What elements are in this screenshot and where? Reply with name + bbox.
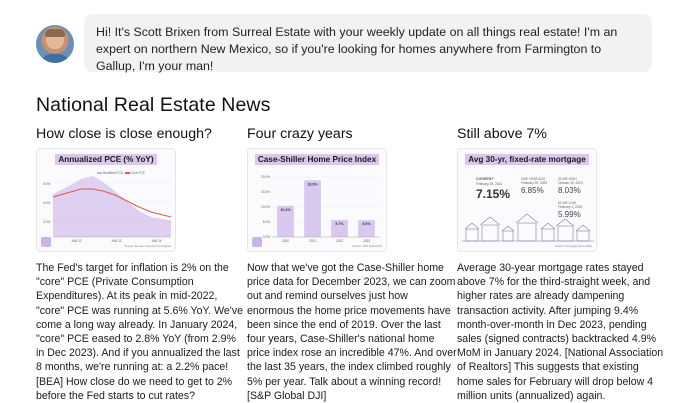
low-label: 52-WK LOW — [558, 201, 576, 205]
high-date: October 26, 2023 — [558, 181, 583, 185]
chart-title: Annualized PCE (% YoY) — [37, 155, 175, 164]
brand-logo — [41, 237, 51, 247]
column-body: The Fed's target for inflation is 2% on the "core" PCE (Private Consumption Expenditures). At its peak in mid-2022, "core" PCE was running at 5.6% YoY. We've come a long way already. In January 2024, "core" PCE eased to 2.8% YoY (from 2.9% in Dec 2023). And if you annualized the last 8 months, we're running at: a 2.2% pace! [BEA] How close do we need to get to 2% before the Fed starts to cut rates? — [36, 262, 244, 402]
headline-pce-area — [53, 176, 171, 237]
column-body: Now that we've got the Case-Shiller home price data for December 2023, we can zoom out and remind ourselves just how enormous the home price movements have been since the end of 2019. Over the last four years, Case-Shiller's national home price index rose an incredible 47%. And over the last 35 years, the index climbed roughly 5% per year. Talk about a winning record! [S&P Global DJI] — [247, 262, 457, 402]
column-heading: How close is close enough? — [36, 126, 212, 142]
author-avatar — [36, 25, 74, 63]
y-tick: 2.0% — [43, 220, 51, 224]
y-tick: 6.0% — [43, 182, 51, 186]
y-tick: 10.0% — [260, 205, 270, 209]
case-shiller-chart-svg — [248, 149, 387, 252]
chart-title: Case-Shiller Home Price Index — [248, 155, 386, 164]
data-label: 5.7% — [335, 221, 344, 226]
column-body: Average 30-year mortgage rates stayed above 7% for the third-straight week, and higher rates are already dampening transaction activity. After jumping 9.4% month-over-month in Dec 2023, pending sales (signed contracts) backtracked 4.9% MoM in January 2024. [National Association of Realtors] This suggests that existing home sales for February will drop below 4 million units (annualized) again. — [457, 262, 664, 402]
current-date: February 29, 2024 — [476, 182, 503, 186]
pce-chart-card[interactable] — [36, 148, 176, 252]
one-year-ago-date: February 29, 2023 — [521, 181, 548, 185]
x-tick: JAN 24 — [151, 239, 162, 243]
y-tick: 4.0% — [43, 201, 51, 205]
case-shiller-chart-card[interactable] — [247, 148, 387, 252]
current-label: CURRENT — [476, 177, 494, 181]
avatar-shirt — [40, 54, 70, 63]
x-tick: 2021 — [308, 239, 317, 243]
data-label: 5.6% — [362, 222, 371, 227]
chart-source: Source: Bureau of Economic Analysis — [124, 244, 171, 248]
house-illustration-icon — [458, 149, 597, 252]
data-label: 18.9% — [307, 182, 318, 187]
x-tick: 2020 — [281, 239, 290, 243]
brand-logo — [252, 237, 262, 247]
x-tick: JAN 22 — [71, 239, 82, 243]
section-title: National Real Estate News — [36, 94, 271, 116]
x-tick: 2023 — [362, 239, 371, 243]
low-rate: 5.99% — [558, 210, 581, 219]
bar-2021 — [304, 180, 321, 237]
one-year-ago-rate: 6.85% — [521, 186, 544, 195]
column-heading: Still above 7% — [457, 126, 547, 142]
pce-chart-svg — [37, 149, 176, 252]
chart-source: Source: Mortgage News Daily — [555, 244, 592, 248]
data-label: 10.4% — [280, 207, 291, 212]
avatar-hair — [45, 29, 65, 37]
intro-section — [36, 14, 652, 74]
column-heading: Four crazy years — [247, 126, 353, 142]
y-tick: 0.0% — [262, 235, 270, 239]
news-column-mortgage — [457, 126, 667, 403]
mortgage-card[interactable] — [457, 148, 597, 252]
chart-title: Avg 30-yr, fixed-rate mortgage — [458, 155, 596, 164]
low-date: February 1, 2024 — [558, 205, 583, 209]
x-tick: 2022 — [335, 239, 344, 243]
news-column-case-shiller — [247, 126, 457, 403]
current-rate: 7.15% — [476, 187, 511, 201]
intro-bubble: Hi! It's Scott Brixen from Surreal Estate with your weekly update on all things real estate! I'm an expert on northern New Mexico, so if you're looking for homes anywhere from Farmington to Gallup, I'm your man! — [84, 14, 652, 72]
y-tick: 20.0% — [260, 175, 270, 179]
chart-legend: Headline PCE Core PCE — [97, 171, 145, 175]
x-tick: JAN 23 — [111, 239, 122, 243]
high-label: 52-WK HIGH — [558, 177, 577, 181]
chart-source: Source: S&P Global DJI — [352, 244, 382, 248]
news-column-pce — [36, 126, 246, 403]
one-year-ago-label: ONE YEAR AGO — [521, 177, 546, 181]
y-tick: 15.0% — [260, 190, 270, 194]
y-tick: 5.0% — [262, 220, 270, 224]
high-rate: 8.03% — [558, 186, 581, 195]
